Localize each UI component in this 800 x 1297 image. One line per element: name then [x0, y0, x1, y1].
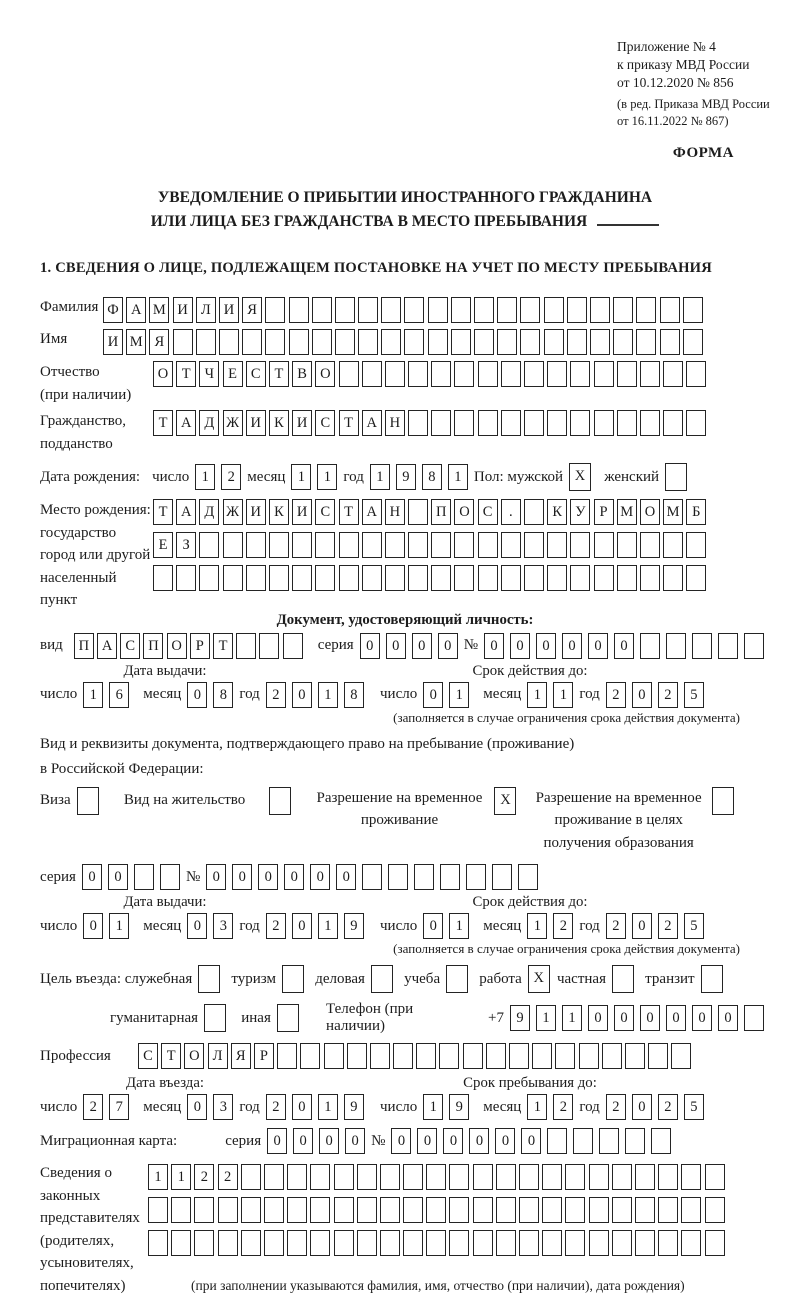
birthplace-label: Место рождения: [40, 502, 151, 519]
birthplace-row2-boxes[interactable]: Е З [153, 532, 710, 558]
forma-label: ФОРМА [672, 145, 734, 162]
patronymic-boxes[interactable]: О Т Ч Е С Т В О [153, 361, 710, 387]
birth-year-boxes[interactable]: 1 9 8 1 [370, 464, 474, 490]
phone-number-boxes[interactable]: 9 1 1 0 0 0 0 0 0 [510, 1005, 770, 1031]
year-label: год [239, 1098, 260, 1115]
purpose-humanitarian-checkbox[interactable] [204, 1004, 229, 1032]
year-label: год [239, 917, 260, 934]
entry-date-header: Дата въезда: [126, 1075, 204, 1092]
purpose-other-label: иная [241, 1009, 271, 1026]
id-issue-month-boxes[interactable]: 0 8 [187, 682, 239, 708]
profession-boxes[interactable]: С Т О Л Я Р [138, 1043, 695, 1069]
month-label: месяц [483, 1098, 522, 1115]
visit-purpose-official-label: Цель въезда: служебная [40, 970, 193, 987]
purpose-official-checkbox[interactable] [198, 965, 223, 993]
sex-male-label: Пол: мужской [473, 468, 564, 485]
ref-line: Приложение № 4 [617, 39, 716, 54]
day-label: число [380, 917, 418, 934]
month-label: месяц [143, 917, 182, 934]
temp-residence-edu-label-3: получения образования [543, 834, 694, 851]
id-issue-day-boxes[interactable]: 1 6 [83, 682, 135, 708]
id-issue-date-header: Дата выдачи: [123, 662, 207, 679]
year-label: год [579, 917, 600, 934]
birth-day-boxes[interactable]: 1 2 [195, 464, 247, 490]
year-label: год [239, 686, 260, 703]
purpose-business-checkbox[interactable] [371, 965, 396, 993]
guardians-row3-boxes[interactable] [148, 1230, 728, 1256]
birthplace-city-label-2: населенный пункт [40, 569, 117, 609]
res-doc-number-boxes[interactable]: 0 0 0 0 0 0 [206, 864, 544, 890]
number-label: № [463, 637, 478, 654]
stay-until-header: Срок пребывания до: [463, 1075, 597, 1092]
res-issue-day-boxes[interactable]: 0 1 [83, 913, 135, 939]
res-valid-day-boxes[interactable]: 0 1 [423, 913, 475, 939]
visa-checkbox[interactable] [77, 787, 102, 815]
ref-line: к приказу МВД России [617, 56, 750, 72]
migration-number-boxes[interactable]: 0 0 0 0 0 0 [391, 1128, 677, 1154]
sex-male-checkbox[interactable]: X [569, 463, 594, 491]
profession-label: Профессия [40, 1047, 111, 1064]
id-valid-month-boxes[interactable]: 1 1 [527, 682, 579, 708]
stay-month-boxes[interactable]: 1 2 [527, 1094, 579, 1120]
purpose-tourism-label: туризм [231, 970, 277, 987]
res-valid-month-boxes[interactable]: 1 2 [527, 913, 579, 939]
purpose-transit-checkbox[interactable] [701, 965, 726, 993]
title-line-1: УВЕДОМЛЕНИЕ О ПРИБЫТИИ ИНОСТРАННОГО ГРАЖДАНИНА [157, 189, 653, 207]
doc-number-boxes[interactable]: 0 0 0 0 0 0 [484, 633, 770, 659]
citizenship-boxes[interactable]: Т А Д Ж И К И С Т А Н [153, 410, 710, 436]
day-label: число [40, 686, 78, 703]
section-1-title: 1. СВЕДЕНИЯ О ЛИЦЕ, ПОДЛЕЖАЩЕМ ПОСТАНОВКЕ НА УЧЕТ ПО МЕСТУ ПРЕБЫВАНИЯ [40, 260, 712, 277]
birthplace-city-label-1: город или другой [40, 547, 151, 564]
guardians-row2-boxes[interactable] [148, 1197, 728, 1223]
residence-permit-checkbox[interactable] [269, 787, 294, 815]
month-label: месяц [247, 468, 286, 485]
birthplace-row1-boxes[interactable]: Т А Д Ж И К И С Т А Н П О С . К У Р М О М Б [153, 499, 710, 525]
day-label: число [152, 468, 190, 485]
patronymic-note-label: (при наличии) [40, 386, 132, 403]
entry-month-boxes[interactable]: 0 3 [187, 1094, 239, 1120]
name-boxes[interactable]: И М Я [103, 329, 706, 355]
series-label: серия [225, 1132, 262, 1149]
guardians-note: (при заполнении указываются фамилия, имя, отчество (при наличии), дата рождения) [191, 1278, 685, 1294]
month-label: месяц [143, 686, 182, 703]
form-title [40, 186, 770, 234]
birthdate-label: Дата рождения: [40, 468, 141, 485]
number-label: № [185, 868, 201, 885]
purpose-study-checkbox[interactable] [446, 965, 471, 993]
ref-edit-line: (в ред. Приказа МВД России [617, 97, 770, 112]
temp-residence-checkbox[interactable]: X [494, 787, 519, 815]
day-label: число [380, 686, 418, 703]
year-label: год [579, 1098, 600, 1115]
birthplace-row3-boxes[interactable] [153, 565, 710, 591]
purpose-tourism-checkbox[interactable] [282, 965, 307, 993]
doc-type-label: вид [40, 637, 63, 654]
birth-month-boxes[interactable]: 1 1 [291, 464, 343, 490]
res-validity-note: (заполняется в случае ограничения срока действия документа) [393, 941, 740, 957]
sex-female-label: женский [604, 468, 660, 485]
id-valid-year-boxes[interactable]: 2 0 2 5 [606, 682, 710, 708]
stay-day-boxes[interactable]: 1 9 [423, 1094, 475, 1120]
res-issue-date-header: Дата выдачи: [123, 894, 207, 911]
doc-series-boxes[interactable]: 0 0 0 0 [360, 633, 464, 659]
title-line-2: ИЛИ ЛИЦА БЕЗ ГРАЖДАНСТВА В МЕСТО ПРЕБЫВАНИЯ [150, 213, 588, 231]
entry-day-boxes[interactable]: 2 7 [83, 1094, 135, 1120]
guardians-label-6: попечителях) [40, 1277, 126, 1294]
surname-boxes[interactable]: Ф А М И Л И Я [103, 297, 706, 323]
visa-label: Виза [40, 792, 71, 809]
purpose-study-label: учеба [404, 970, 441, 987]
id-issue-year-boxes[interactable]: 2 0 1 8 [266, 682, 370, 708]
name-label: Имя [40, 331, 68, 348]
surname-label: Фамилия [40, 299, 99, 316]
guardians-label-5: усыновителях, [40, 1255, 134, 1272]
migration-card-label: Миграционная карта: [40, 1132, 178, 1149]
ref-edit-line: от 16.11.2022 № 867) [617, 113, 729, 128]
temp-residence-label-2: проживание [360, 812, 439, 829]
id-validity-note: (заполняется в случае ограничения срока действия документа) [393, 709, 740, 725]
series-label: серия [317, 637, 354, 654]
purpose-transit-label: транзит [645, 970, 695, 987]
month-label: месяц [483, 686, 522, 703]
purpose-work-label: работа [479, 970, 522, 987]
res-issue-month-boxes[interactable]: 0 3 [187, 913, 239, 939]
res-valid-year-boxes[interactable]: 2 0 2 5 [606, 913, 710, 939]
series-label: серия [40, 868, 76, 885]
year-label: год [343, 468, 364, 485]
temp-residence-edu-label-2: проживание в целях [554, 812, 683, 829]
identity-doc-header: Документ, удостоверяющий личность: [276, 611, 534, 628]
residence-doc-label-2: в Российской Федерации: [40, 761, 204, 778]
res-valid-until-header: Срок действия до: [472, 894, 588, 911]
temp-residence-edu-label-1: Разрешение на временное [535, 789, 702, 806]
legal-reference [617, 38, 800, 129]
guardians-row1-boxes[interactable]: 1 1 2 2 [148, 1164, 728, 1190]
guardians-label-2: законных [40, 1187, 101, 1204]
day-label: число [40, 1098, 78, 1115]
sex-female-checkbox[interactable] [665, 463, 690, 491]
year-label: год [579, 686, 600, 703]
citizenship-label: Гражданство, [40, 413, 127, 430]
purpose-other-checkbox[interactable] [277, 1004, 302, 1032]
number-label: № [371, 1132, 386, 1149]
month-label: месяц [143, 1098, 182, 1115]
day-label: число [380, 1098, 418, 1115]
purpose-humanitarian-label: гуманитарная [110, 1009, 199, 1026]
id-valid-until-header: Срок действия до: [472, 662, 588, 679]
residence-doc-label-1: Вид и реквизиты документа, подтверждающего право на пребывание (проживание) [40, 735, 575, 752]
residence-permit-label: Вид на жительство [123, 792, 246, 809]
purpose-business-label: деловая [315, 970, 365, 987]
migration-series-boxes[interactable]: 0 0 0 0 [267, 1128, 371, 1154]
birthplace-country-label: государство [40, 524, 117, 541]
day-label: число [40, 917, 78, 934]
guardians-label-3: представителях [40, 1210, 140, 1227]
stay-year-boxes[interactable]: 2 0 2 5 [606, 1094, 710, 1120]
res-doc-series-boxes[interactable]: 0 0 [82, 864, 186, 890]
purpose-private-checkbox[interactable] [612, 965, 637, 993]
phone-label: Телефон (при наличии) [326, 1001, 414, 1035]
temp-residence-label-1: Разрешение на временное [316, 789, 483, 806]
citizenship-label-2: подданство [40, 435, 113, 452]
patronymic-label: Отчество [40, 364, 100, 381]
phone-prefix-label: +7 [488, 1009, 504, 1026]
month-label: месяц [483, 917, 522, 934]
purpose-private-label: частная [556, 970, 606, 987]
res-issue-year-boxes[interactable]: 2 0 1 9 [266, 913, 370, 939]
entry-year-boxes[interactable]: 2 0 1 9 [266, 1094, 370, 1120]
id-valid-day-boxes[interactable]: 0 1 [423, 682, 475, 708]
ref-line: от 10.12.2020 № 856 [617, 74, 734, 90]
guardians-label-1: Сведения о [40, 1165, 112, 1182]
purpose-work-checkbox[interactable]: X [528, 965, 553, 993]
doc-type-boxes[interactable]: П А С П О Р Т [74, 633, 306, 659]
title-blank-underline [597, 224, 659, 226]
temp-residence-edu-checkbox[interactable] [712, 787, 737, 815]
guardians-label-4: (родителях, [40, 1232, 115, 1249]
